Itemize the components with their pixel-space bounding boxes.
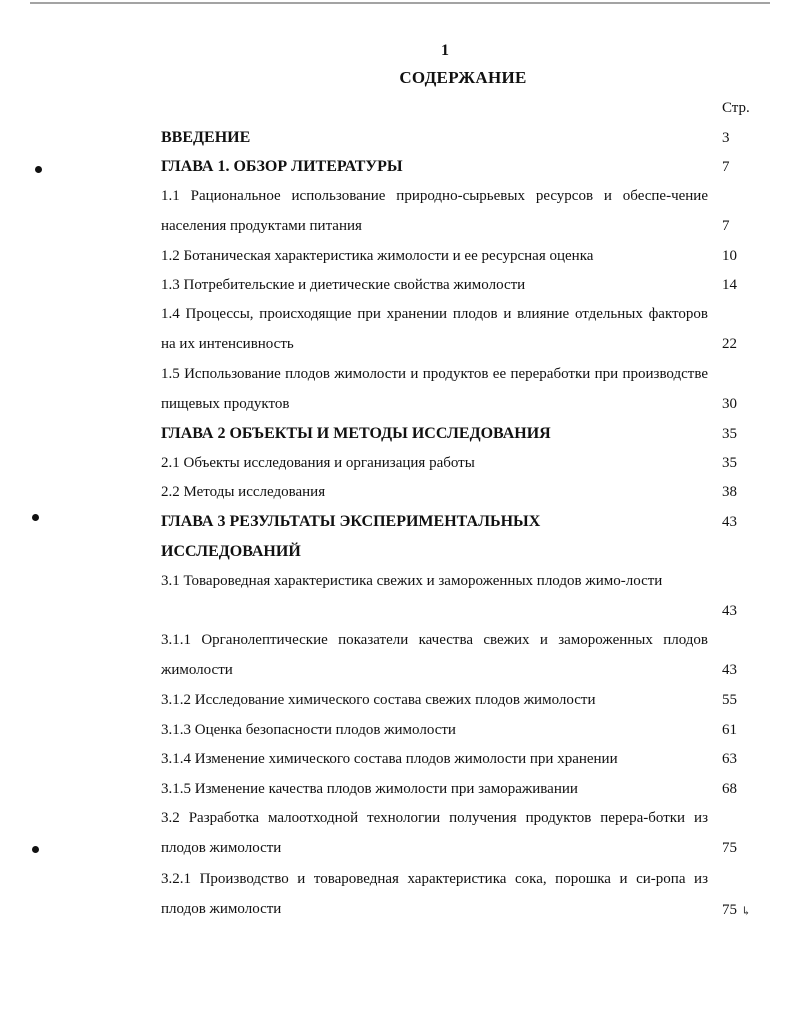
toc-entry-3-1: 3.1 Товароведная характеристика свежих и замороженных плодов жимо-лости [161,573,663,589]
toc-page-number: 35 [722,426,737,442]
toc-page-number: 63 [722,751,737,767]
toc-entry-3-1-5: 3.1.5 Изменение качества плодов жимолости при замораживании [161,781,578,797]
toc-entry-2-1: 2.1 Объекты исследования и организация работы [161,455,475,471]
toc-entry-1-1: 1.1 Рациональное использование природно-сырьевых ресурсов и обеспе-чение населения продуктами питания [161,188,708,234]
toc-entry-3-2: 3.2 Разработка малоотходной технологии получения продуктов перера-ботки из плодов жимолости [161,810,708,856]
toc-page-number: 75 [722,840,737,856]
toc-page-number: 38 [722,484,737,500]
binder-hole-mark [32,846,39,853]
toc-entry-introduction: ВВЕДЕНИЕ [161,129,251,146]
toc-entry-1-4: 1.4 Процессы, происходящие при хранении плодов и влияние отдельных факторов на их интенсивность [161,306,708,352]
toc-entry-3-1-1: 3.1.1 Органолептические показатели качества свежих и замороженных плодов жимолости [161,632,708,678]
toc-page-number: 14 [722,277,737,293]
toc-entry-1-2: 1.2 Ботаническая характеристика жимолости и ее ресурсная оценка [161,248,594,264]
toc-page-number: 10 [722,248,737,264]
toc-entry-3-1-4: 3.1.4 Изменение химического состава плодов жимолости при хранении [161,751,618,767]
toc-page-number: 3 [722,130,730,146]
page-number: 1 [441,42,449,59]
toc-entry-2-2: 2.2 Методы исследования [161,484,326,500]
toc-entry-3-2-1: 3.2.1 Производство и товароведная характеристика сока, порошка и си-ропа из плодов жимолости [161,871,708,917]
page-title: СОДЕРЖАНИЕ [399,68,527,87]
toc-page-number: 7 [722,159,730,175]
binder-hole-mark [35,166,42,173]
toc-entry-chapter-1: ГЛАВА 1. ОБЗОР ЛИТЕРАТУРЫ [161,158,403,175]
toc-page-number: 35 [722,455,737,471]
toc-page-number: 43 [722,662,737,678]
toc-entry-1-3: 1.3 Потребительские и диетические свойства жимолости [161,277,526,293]
toc-entry-3-1-2: 3.1.2 Исследование химического состава свежих плодов жимолости [161,692,596,708]
toc-page-number: 43 [722,514,737,530]
page-column-header: Стр. [722,100,750,116]
toc-page-number: 75 [722,902,737,918]
toc-entry-chapter-2: ГЛАВА 2 ОБЪЕКТЫ И МЕТОДЫ ИССЛЕДОВАНИЯ [161,425,551,442]
toc-page-number: 61 [722,722,737,738]
cursor-arrow-icon: ↳ [741,904,752,918]
toc-entry-3-1-3: 3.1.3 Оценка безопасности плодов жимолости [161,722,456,738]
toc-page-number: 68 [722,781,737,797]
toc-entry-1-5: 1.5 Использование плодов жимолости и продуктов ее переработки при производстве пищевых продуктов [161,366,708,412]
binder-hole-mark [32,514,39,521]
toc-page-number: 22 [722,336,737,352]
toc-page-number: 30 [722,396,737,412]
toc-entry-chapter-3: ГЛАВА 3 РЕЗУЛЬТАТЫ ЭКСПЕРИМЕНТАЛЬНЫХ ИССЛЕДОВАНИЙ [161,513,541,560]
scan-edge-line [30,2,770,4]
toc-page-number: 43 [722,603,737,619]
toc-page-number: 55 [722,692,737,708]
toc-page-number: 7 [722,218,730,234]
